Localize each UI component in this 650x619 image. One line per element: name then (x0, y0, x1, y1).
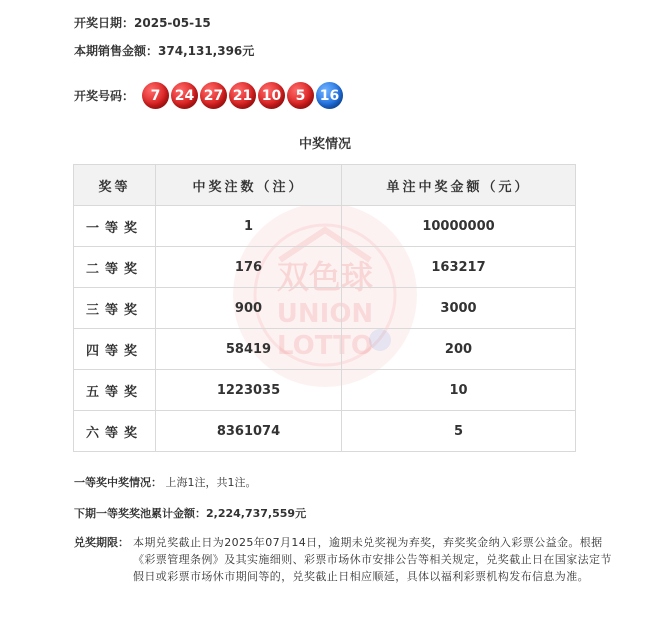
prize-count: 1223035 (156, 370, 342, 411)
sales-amount-value: 374,131,396元 (158, 44, 255, 58)
winning-numbers-label: 开奖号码： (74, 89, 135, 103)
prize-count: 1 (156, 206, 342, 247)
claim-deadline-label: 兑奖期限： (74, 536, 129, 549)
jackpot-pool (74, 505, 306, 521)
prize-amount: 5 (342, 411, 576, 452)
sales-amount-label: 本期销售金额： (74, 44, 159, 58)
prize-level: 五等奖 (74, 370, 156, 411)
prize-amount: 3000 (342, 288, 576, 329)
prize-count: 58419 (156, 329, 342, 370)
prize-level: 三等奖 (74, 288, 156, 329)
first-prize-winners (74, 474, 257, 490)
red-ball: 10 (258, 82, 285, 109)
first-prize-value: 上海1注，共1注。 (165, 476, 257, 489)
prize-count: 176 (156, 247, 342, 288)
prize-level: 二等奖 (74, 247, 156, 288)
header-amount: 单注中奖金额（元） (342, 165, 576, 206)
prize-amount: 200 (342, 329, 576, 370)
table-row (74, 370, 576, 411)
prize-level: 四等奖 (74, 329, 156, 370)
table-row (74, 329, 576, 370)
jackpot-pool-value: 2,224,737,559元 (206, 507, 307, 520)
winning-numbers-row (74, 82, 345, 109)
first-prize-label: 一等奖中奖情况： (74, 476, 162, 489)
section-title: 中奖情况 (298, 137, 351, 152)
prize-table-header (74, 165, 576, 206)
blue-ball: 16 (316, 82, 343, 109)
prize-count: 8361074 (156, 411, 342, 452)
table-row (74, 206, 576, 247)
draw-date-row (74, 14, 211, 31)
sales-amount-row (74, 42, 254, 59)
prize-table (73, 164, 576, 452)
claim-deadline-text: 本期兑奖截止日为2025年07月14日，逾期未兑奖视为弃奖，弃奖奖金纳入彩票公益金。根据《彩票管理条例》及其实施细则、彩票市场休市安排公告等相关规定，兑奖截止日在国家法定节假日或彩票市场休市期间等的，兑奖截止日相应顺延，具体以福利彩票机构发布信息为准。 (133, 536, 612, 583)
red-ball: 24 (171, 82, 198, 109)
header-count: 中奖注数（注） (156, 165, 342, 206)
prize-level: 六等奖 (74, 411, 156, 452)
table-row (74, 247, 576, 288)
prize-level: 一等奖 (74, 206, 156, 247)
winning-numbers (142, 82, 345, 109)
prize-amount: 10 (342, 370, 576, 411)
red-ball: 7 (142, 82, 169, 109)
draw-date-label: 开奖日期： (74, 16, 135, 30)
watermark-text-cn: 双色球 (276, 258, 374, 296)
watermark-text-lotto: LOTTO (277, 331, 373, 361)
header-level: 奖等 (74, 165, 156, 206)
watermark-text-union: UNION (276, 299, 374, 329)
prize-amount: 163217 (342, 247, 576, 288)
red-ball: 5 (287, 82, 314, 109)
draw-date-value: 2025-05-15 (134, 16, 211, 30)
prize-count: 900 (156, 288, 342, 329)
jackpot-pool-label: 下期一等奖奖池累计金额： (74, 507, 206, 520)
red-ball: 27 (200, 82, 227, 109)
claim-deadline (74, 534, 614, 585)
table-row (74, 411, 576, 452)
red-ball: 21 (229, 82, 256, 109)
prize-amount: 10000000 (342, 206, 576, 247)
table-row (74, 288, 576, 329)
